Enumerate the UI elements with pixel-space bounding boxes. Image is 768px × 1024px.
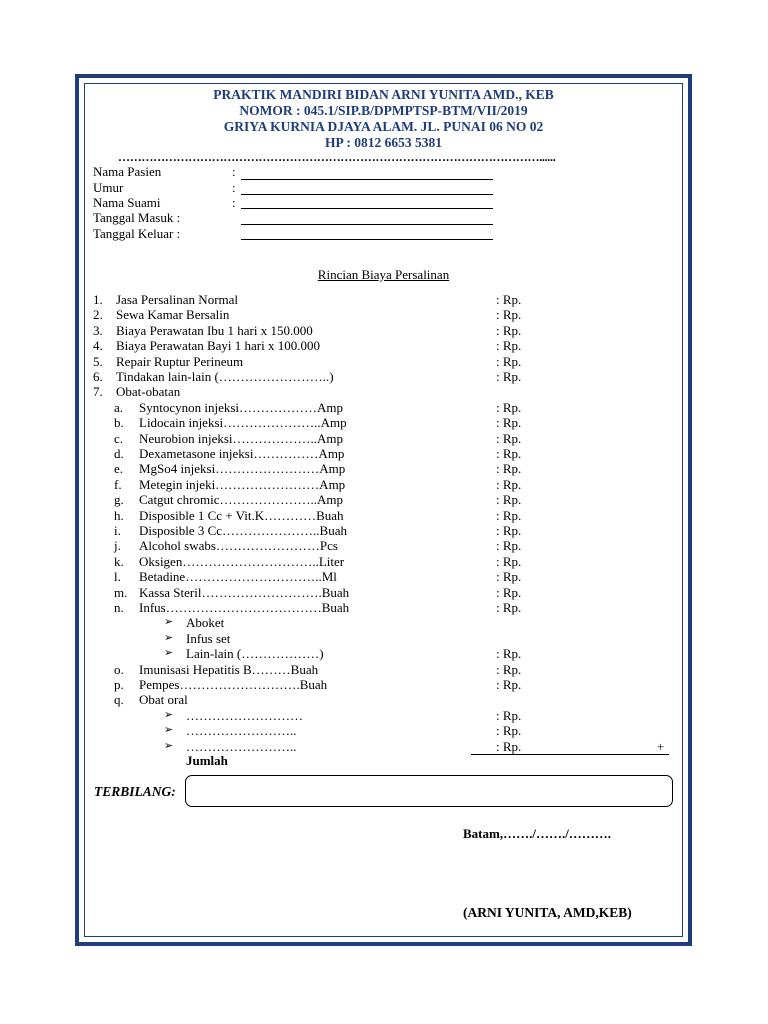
- cost-row: [0, 307, 768, 322]
- rp-amount[interactable]: : Rp.: [496, 415, 522, 430]
- obat-label: Dexametasone injeksi……………Amp: [139, 446, 345, 461]
- obat-label: Disposible 3 Cc…………………..Buah: [139, 523, 347, 538]
- rp-amount[interactable]: : Rp.: [496, 338, 522, 353]
- cost-row: [0, 323, 768, 338]
- signature-name: (ARNI YUNITA, AMD,KEB): [463, 905, 632, 920]
- obat-letter: d.: [114, 446, 124, 461]
- jumlah-label: Jumlah: [186, 753, 228, 768]
- arrow-bullet-icon: ➢: [164, 632, 174, 644]
- item-label: Repair Ruptur Perineum: [116, 354, 244, 369]
- cost-row: [0, 569, 768, 584]
- item-number: 1.: [93, 292, 103, 307]
- infus-sub-label: Aboket: [186, 615, 225, 630]
- obat-label: Infus………………………………Buah: [139, 600, 350, 615]
- cost-row: [0, 369, 768, 384]
- rp-amount[interactable]: : Rp.: [496, 431, 522, 446]
- cost-row: [0, 692, 768, 707]
- rp-amount[interactable]: : Rp.: [496, 477, 522, 492]
- obat-letter: f.: [114, 477, 122, 492]
- arrow-bullet-icon: ➢: [164, 616, 174, 628]
- obat-letter: i.: [114, 523, 121, 538]
- rp-amount[interactable]: : Rp.: [496, 662, 522, 677]
- obat-letter: o.: [114, 662, 124, 677]
- cost-row: [0, 338, 768, 353]
- cost-row: [0, 585, 768, 600]
- obat-letter: g.: [114, 492, 124, 507]
- obat-letter: h.: [114, 508, 124, 523]
- item-number: 4.: [93, 338, 103, 353]
- cost-row: [0, 739, 768, 754]
- infus-sub-label: Lain-lain (………………): [186, 646, 324, 661]
- cost-row: [0, 600, 768, 615]
- rp-amount[interactable]: : Rp.: [496, 538, 522, 553]
- rp-amount[interactable]: : Rp.: [496, 323, 522, 338]
- item-label: Obat-obatan: [116, 384, 181, 399]
- obat-label: Metegin injeki……………………Amp: [139, 477, 346, 492]
- rp-amount[interactable]: : Rp.: [496, 400, 522, 415]
- obat-letter: l.: [114, 569, 121, 584]
- obat-label: Neurobion injeksi………………..Amp: [139, 431, 344, 446]
- item-label: Sewa Kamar Bersalin: [116, 307, 230, 322]
- item-number: 3.: [93, 323, 103, 338]
- terbilang-label: TERBILANG:: [94, 784, 176, 799]
- cost-row: [0, 415, 768, 430]
- obat-label: MgSo4 injeksi……………………Amp: [139, 461, 346, 476]
- obat-letter: b.: [114, 415, 124, 430]
- cost-row: [0, 677, 768, 692]
- item-label: Jasa Persalinan Normal: [116, 292, 239, 307]
- clinic-name: PRAKTIK MANDIRI BIDAN ARNI YUNITA AMD., KEB: [213, 87, 554, 102]
- obat-letter: n.: [114, 600, 124, 615]
- rp-amount[interactable]: : Rp.: [496, 354, 522, 369]
- rp-amount[interactable]: : Rp.: [496, 646, 522, 661]
- oral-sub-label: ……………………..: [186, 723, 297, 738]
- item-label: Tindakan lain-lain (……………………..): [116, 369, 334, 384]
- obat-label: Kassa Steril……………………….Buah: [139, 585, 350, 600]
- plus-sign: +: [657, 739, 665, 754]
- obat-label: Lidocain injeksi…………………..Amp: [139, 415, 347, 430]
- cost-row: [0, 400, 768, 415]
- item-label: Biaya Perawatan Bayi 1 hari x 100.000: [116, 338, 320, 353]
- field-nama-suami[interactable]: [241, 208, 493, 209]
- rp-amount[interactable]: : Rp.: [496, 600, 522, 615]
- cost-row: [0, 646, 768, 661]
- item-number: 5.: [93, 354, 103, 369]
- field-umur[interactable]: [241, 194, 493, 195]
- cost-row: [0, 461, 768, 476]
- item-number: 7.: [93, 384, 103, 399]
- obat-letter: c.: [114, 431, 124, 446]
- rp-amount[interactable]: : Rp.: [496, 554, 522, 569]
- license-number: NOMOR : 045.1/SIP.B/DPMPTSP-BTM/VII/2019: [239, 103, 528, 118]
- oral-sub-label: ……………………..: [186, 739, 297, 754]
- place-date: Batam,……./……./……….: [463, 826, 612, 841]
- label-tanggal-keluar: Tanggal Keluar :: [93, 226, 181, 241]
- rp-amount[interactable]: : Rp.: [496, 708, 522, 723]
- obat-letter: k.: [114, 554, 124, 569]
- rp-amount[interactable]: : Rp.: [496, 569, 522, 584]
- colon: :: [232, 164, 236, 179]
- obat-label: Pempes……………………….Buah: [139, 677, 328, 692]
- cost-row: [0, 384, 768, 399]
- cost-row: [0, 708, 768, 723]
- section-title: Rincian Biaya Persalinan: [317, 267, 450, 282]
- cost-row: [0, 523, 768, 538]
- obat-letter: p.: [114, 677, 124, 692]
- label-nama-suami: Nama Suami: [93, 195, 161, 210]
- rp-amount[interactable]: : Rp.: [496, 292, 522, 307]
- colon: :: [232, 195, 236, 210]
- arrow-bullet-icon: ➢: [164, 724, 174, 736]
- rp-amount[interactable]: : Rp.: [496, 307, 522, 322]
- cost-row: [0, 431, 768, 446]
- cost-row: [0, 615, 768, 630]
- label-tanggal-masuk: Tanggal Masuk :: [93, 210, 181, 225]
- cost-row: [0, 446, 768, 461]
- arrow-bullet-icon: ➢: [164, 740, 174, 752]
- field-tanggal-keluar[interactable]: [241, 239, 493, 240]
- rp-amount[interactable]: : Rp.: [496, 492, 522, 507]
- rp-amount[interactable]: : Rp.: [496, 677, 522, 692]
- label-umur: Umur: [93, 180, 124, 195]
- cost-row: [0, 554, 768, 569]
- obat-letter: j.: [114, 538, 121, 553]
- arrow-bullet-icon: ➢: [164, 709, 174, 721]
- obat-letter: a.: [114, 400, 124, 415]
- oral-sub-label: ………………………: [186, 708, 303, 723]
- rp-amount[interactable]: : Rp.: [496, 523, 522, 538]
- clinic-phone: HP : 0812 6653 5381: [325, 135, 442, 150]
- obat-letter: q.: [114, 692, 124, 707]
- cost-row: [0, 723, 768, 738]
- cost-row: [0, 662, 768, 677]
- colon: :: [232, 180, 236, 195]
- cost-row: [0, 508, 768, 523]
- cost-row: [0, 492, 768, 507]
- cost-row: [0, 292, 768, 307]
- obat-label: Alcohol swabs……………………Pcs: [139, 538, 338, 553]
- obat-label: Betadine…………………………..Ml: [139, 569, 337, 584]
- obat-letter: m.: [114, 585, 128, 600]
- field-nama-pasien[interactable]: [241, 179, 493, 180]
- rp-amount[interactable]: : Rp.: [496, 446, 522, 461]
- rp-amount[interactable]: : Rp.: [496, 369, 522, 384]
- rp-amount[interactable]: : Rp.: [496, 739, 522, 754]
- arrow-bullet-icon: ➢: [164, 647, 174, 659]
- obat-label: Oksigen…………………………..Liter: [139, 554, 345, 569]
- cost-row: [0, 631, 768, 646]
- label-nama-pasien: Nama Pasien: [93, 164, 162, 179]
- sum-line: [471, 754, 669, 755]
- terbilang-field[interactable]: [185, 775, 673, 807]
- cost-row: [0, 354, 768, 369]
- rp-amount[interactable]: : Rp.: [496, 585, 522, 600]
- obat-letter: e.: [114, 461, 124, 476]
- cost-row: [0, 538, 768, 553]
- obat-label: Obat oral: [139, 692, 188, 707]
- item-number: 2.: [93, 307, 103, 322]
- rp-amount[interactable]: : Rp.: [496, 508, 522, 523]
- header-separator: ………………………………………………………………………………………………......: [118, 150, 556, 164]
- obat-label: Catgut chromic…………………..Amp: [139, 492, 344, 507]
- rp-amount[interactable]: : Rp.: [496, 461, 522, 476]
- field-tanggal-masuk[interactable]: [241, 224, 493, 225]
- obat-label: Imunisasi Hepatitis B………Buah: [139, 662, 319, 677]
- obat-label: Disposible 1 Cc + Vit.K…………Buah: [139, 508, 344, 523]
- item-label: Biaya Perawatan Ibu 1 hari x 150.000: [116, 323, 313, 338]
- rp-amount[interactable]: : Rp.: [496, 723, 522, 738]
- clinic-address: GRIYA KURNIA DJAYA ALAM. JL. PUNAI 06 NO 02: [223, 119, 544, 134]
- infus-sub-label: Infus set: [186, 631, 231, 646]
- cost-row: [0, 477, 768, 492]
- item-number: 6.: [93, 369, 103, 384]
- obat-label: Syntocynon injeksi………………Amp: [139, 400, 344, 415]
